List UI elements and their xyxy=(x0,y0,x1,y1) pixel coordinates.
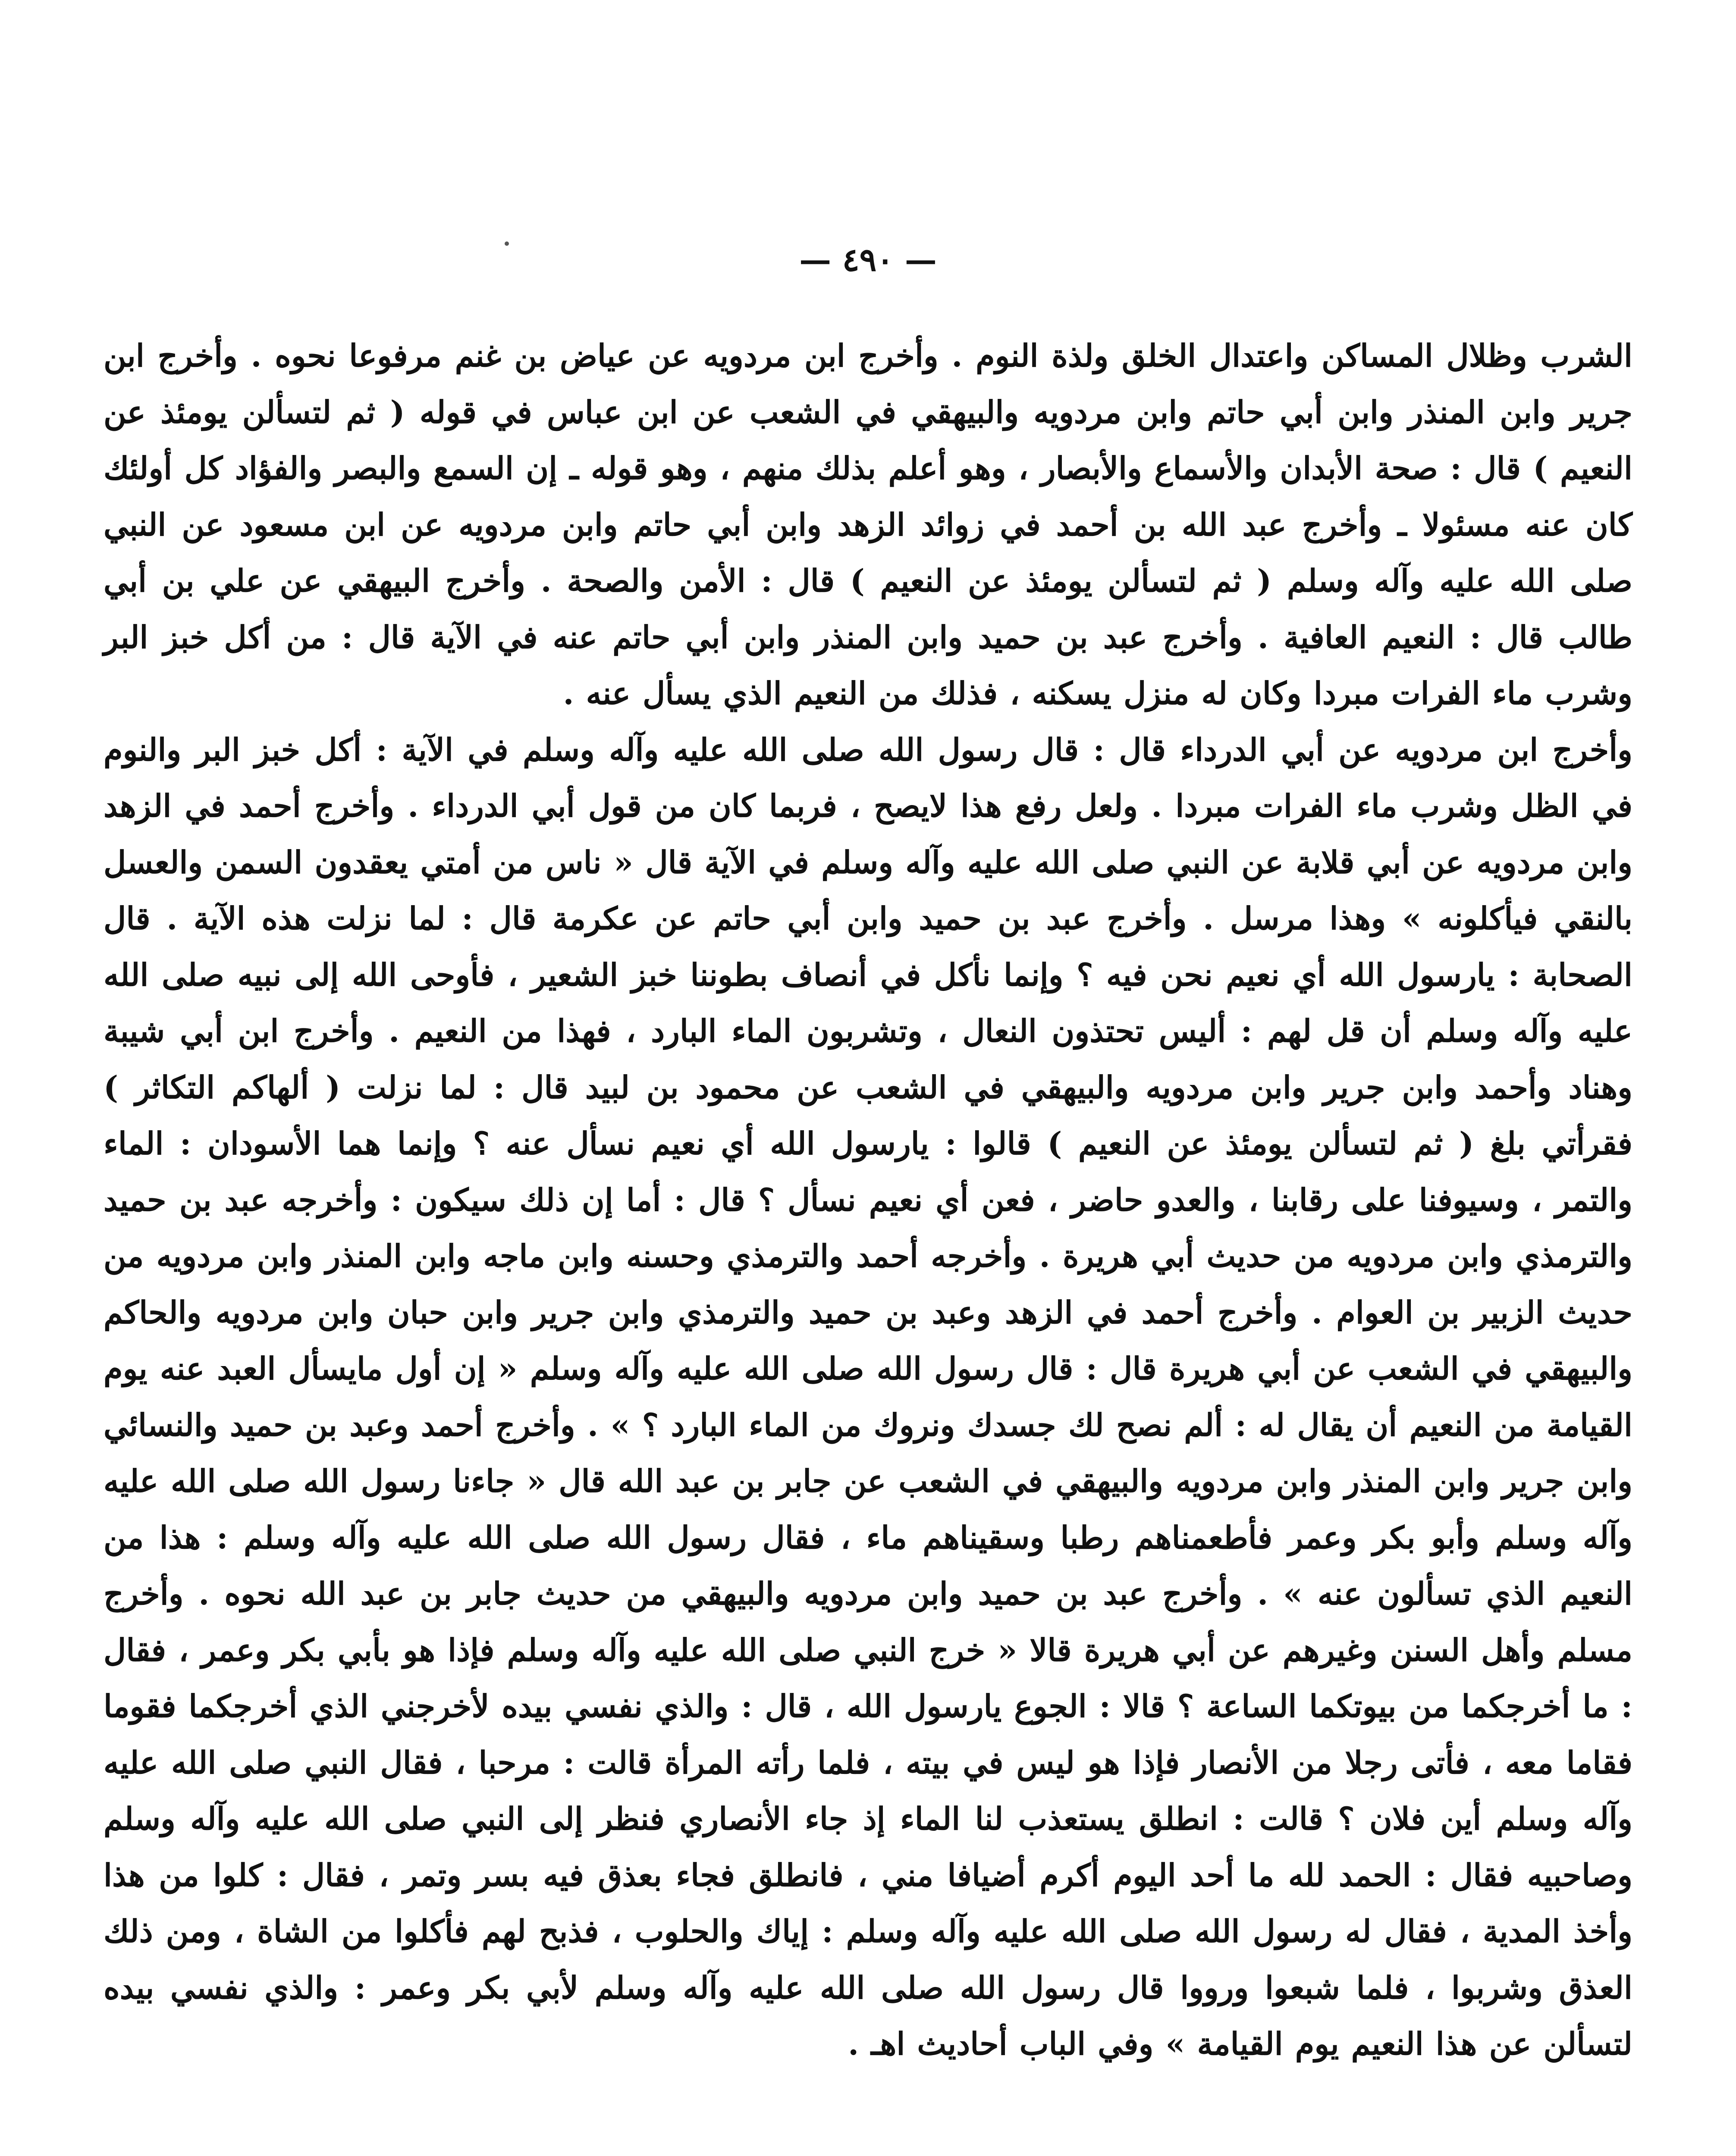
paragraph: وأخرج ابن مردويه عن أبي الدرداء قال : قال رسول الله صلى الله عليه وآله وسلم في الآية : أكل خبز البر والنوم في الظل وشرب ماء الفرات مبردا . ولعل رفع هذا لايصح ، فربما كان من قول أبي الدرداء . وأخرج أحمد في الزهد وابن مردويه عن أبي قلابة عن النبي صلى الله عليه وآله وسلم في الآية قال « ناس من أمتي يعقدون السمن والعسل بالنقي فيأكلونه » وهذا مرسل . وأخرج عبد بن حميد وابن أبي حاتم عن عكرمة قال : لما نزلت هذه الآية . قال الصحابة : يارسول الله أي نعيم نحن فيه ؟ وإنما نأكل في أنصاف بطوننا خبز الشعير ، فأوحى الله إلى نبيه صلى الله عليه وآله وسلم أن قل لهم : أليس تحتذون النعال ، وتشربون الماء البارد ، فهذا من النعيم . وأخرج ابن أبي شيبة وهناد وأحمد وابن جرير وابن مردويه والبيهقي في الشعب عن محمود بن لبيد قال : لما نزلت ( ألهاكم التكاثر ) فقرأتي بلغ ( ثم لتسألن يومئذ عن النعيم ) قالوا : يارسول الله أي نعيم نسأل عنه ؟ وإنما هما الأسودان : الماء والتمر ، وسيوفنا على رقابنا ، والعدو حاضر ، فعن أي نعيم نسأل ؟ قال : أما إن ذلك سيكون : وأخرجه عبد بن حميد والترمذي وابن مردويه من حديث أبي هريرة . وأخرجه أحمد والترمذي وحسنه وابن ماجه وابن المنذر وابن مردويه من حديث الزبير بن العوام . وأخرج أحمد في الزهد وعبد بن حميد والترمذي وابن جرير وابن حبان وابن مردويه والحاكم والبيهقي في الشعب عن أبي هريرة قال : قال رسول الله صلى الله عليه وآله وسلم « إن أول مايسأل العبد عنه يوم القيامة من النعيم أن يقال له : ألم نصح لك جسدك ونروك من الماء البارد ؟ » . وأخرج أحمد وعبد بن حميد والنسائي وابن جرير وابن المنذر وابن مردويه والبيهقي في الشعب عن جابر بن عبد الله قال « جاءنا رسول الله صلى الله عليه وآله وسلم وأبو بكر وعمر فأطعمناهم رطبا وسقيناهم ماء ، فقال رسول الله صلى الله عليه وآله وسلم : هذا من النعيم الذي تسألون عنه » . وأخرج عبد بن حميد وابن مردويه والبيهقي من حديث جابر بن عبد الله نحوه . وأخرج مسلم وأهل السنن وغيرهم عن أبي هريرة قالا « خرج النبي صلى الله عليه وآله وسلم فإذا هو بأبي بكر وعمر ، فقال : ما أخرجكما من بيوتكما الساعة ؟ قالا : الجوع يارسول الله ، قال : والذي نفسي بيده لأخرجني الذي أخرجكما فقوما فقاما معه ، فأتى رجلا من الأنصار فإذا هو ليس في بيته ، فلما رأته المرأة قالت : مرحبا ، فقال النبي صلى الله عليه وآله وسلم أين فلان ؟ قالت : انطلق يستعذب لنا الماء إذ جاء الأنصاري فنظر إلى النبي صلى الله عليه وآله وسلم وصاحبيه فقال : الحمد لله ما أحد اليوم أكرم أضيافا مني ، فانطلق فجاء بعذق فيه بسر وتمر ، فقال : كلوا من هذا وأخذ المدية ، فقال له رسول الله صلى الله عليه وآله وسلم : إياك والحلوب ، فذبح لهم فأكلوا من الشاة ، ومن ذلك العذق وشربوا ، فلما شبعوا ورووا قال رسول الله صلى الله عليه وآله وسلم لأبي بكر وعمر : والذي نفسي بيده لتسألن عن هذا النعيم يوم القيامة » وفي الباب أحاديث اهـ . xyxy=(104,731,1633,2062)
paragraph: الشرب وظلال المساكن واعتدال الخلق ولذة النوم . وأخرج ابن مردويه عن عياض بن غنم مرفوعا نحوه . وأخرج ابن جرير وابن المنذر وابن أبي حاتم وابن مردويه والبيهقي في الشعب عن ابن عباس في قوله ( ثم لتسألن يومئذ عن النعيم ) قال : صحة الأبدان والأسماع والأبصار ، وهو أعلم بذلك منهم ، وهو قوله ـ إن السمع والبصر والفؤاد كل أولئك كان عنه مسئولا ـ وأخرج عبد الله بن أحمد في زوائد الزهد وابن أبي حاتم وابن مردويه عن ابن مسعود عن النبي صلى الله عليه وآله وسلم ( ثم لتسألن يومئذ عن النعيم ) قال : الأمن والصحة . وأخرج البيهقي عن علي بن أبي طالب قال : النعيم العافية . وأخرج عبد بن حميد وابن المنذر وابن أبي حاتم عنه في الآية قال : من أكل خبز البر وشرب ماء الفرات مبردا وكان له منزل يسكنه ، فذلك من النعيم الذي يسأل عنه . xyxy=(104,337,1633,711)
page-number: — ٤٩٠ — xyxy=(799,241,937,279)
body-text xyxy=(104,328,1632,2072)
